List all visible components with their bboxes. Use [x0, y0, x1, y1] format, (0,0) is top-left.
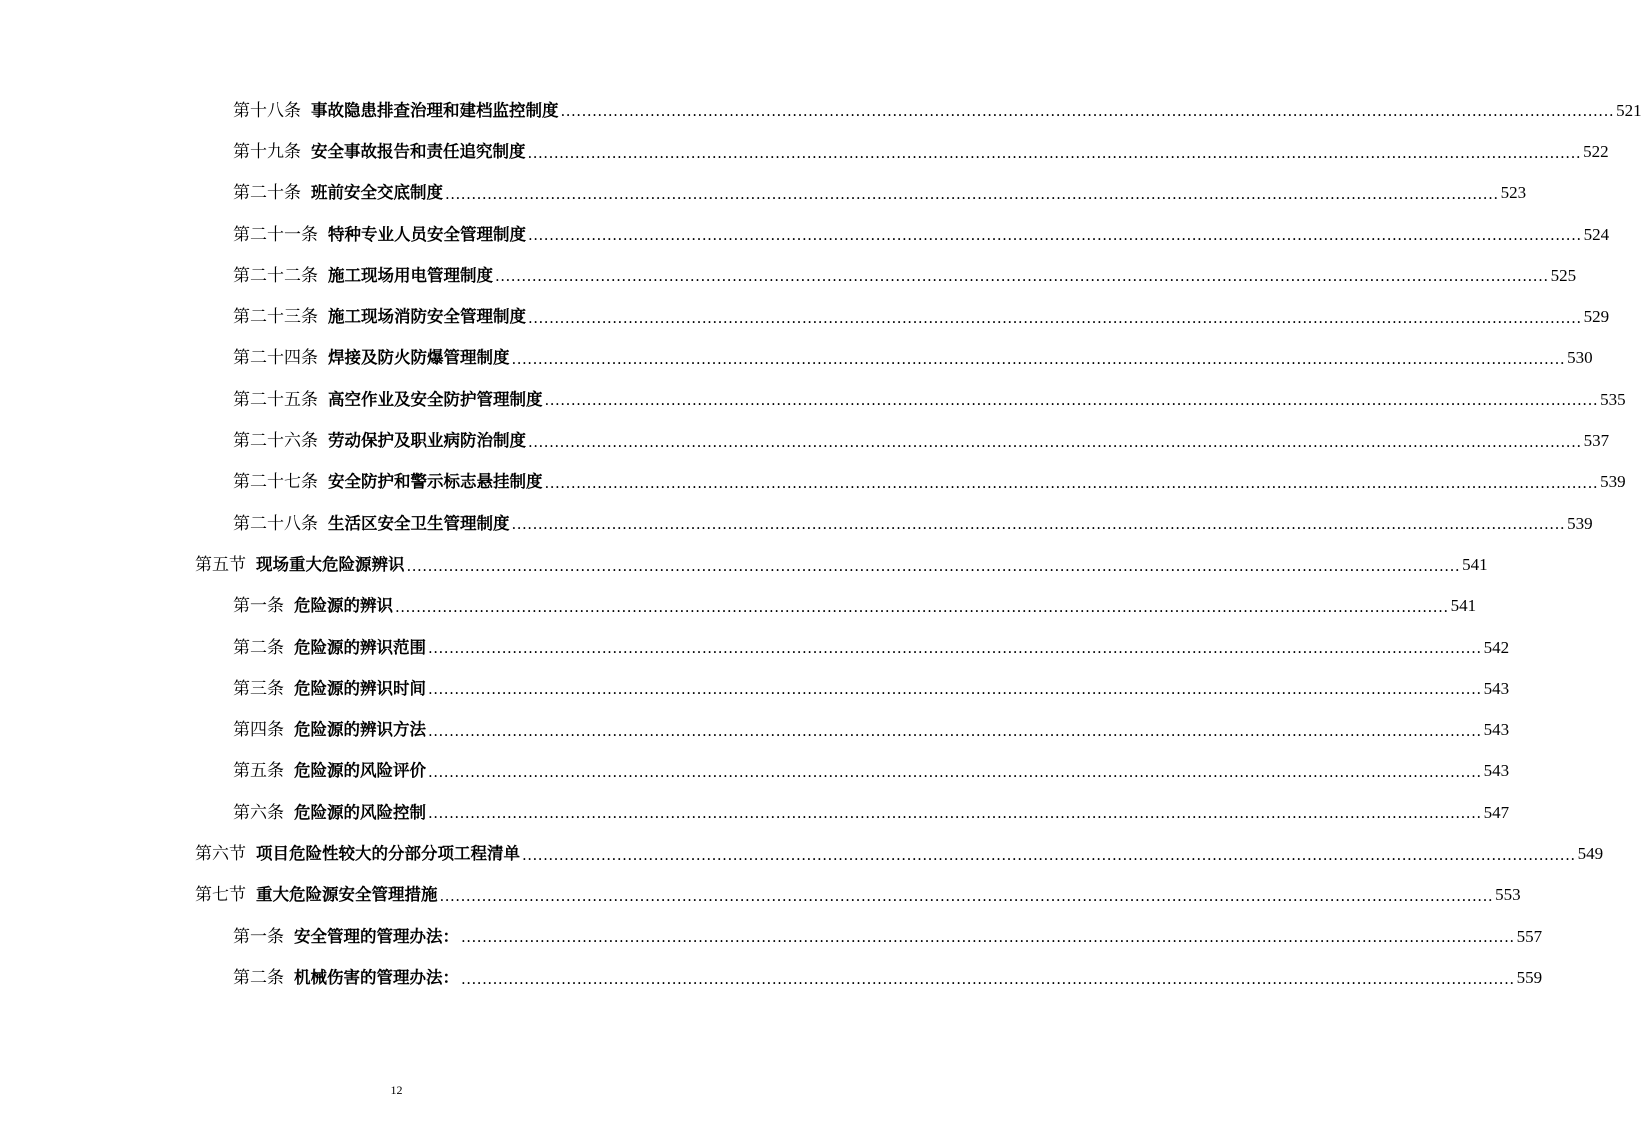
toc-entry-title: 项目危险性较大的分部分项工程清单 — [256, 843, 520, 863]
toc-entry-title: 危险源的辨识方法 — [294, 720, 426, 740]
toc-entry[interactable] — [0, 751, 1510, 792]
toc-dot-leader: ........................................................................................................................................................................................................ — [428, 763, 1482, 782]
toc-entry-title: 生活区安全卫生管理制度 — [328, 513, 510, 533]
toc-entry-number: 第二十六条 — [233, 431, 318, 452]
toc-entry-page: 543 — [1483, 761, 1510, 781]
toc-entry-page: 530 — [1567, 348, 1593, 368]
toc-entry[interactable] — [0, 709, 1510, 750]
toc-dot-leader: ........................................................................................................................................................................................................ — [495, 267, 1549, 286]
toc-entry-number: 第四条 — [233, 720, 284, 741]
toc-entry-title: 事故隐患排查治理和建档监控制度 — [311, 100, 559, 120]
toc-entry[interactable] — [0, 668, 1510, 709]
toc-entry-title: 安全管理的管理办法： — [294, 926, 459, 946]
toc-entry-number: 第二十三条 — [233, 307, 318, 328]
toc-entry[interactable] — [0, 957, 1543, 998]
toc-entry-number: 第五节 — [195, 554, 246, 575]
toc-entry[interactable] — [0, 544, 1488, 585]
toc-dot-leader: ........................................................................................................................................................................................................ — [560, 102, 1615, 121]
toc-dot-leader: ........................................................................................................................................................................................................ — [511, 350, 1566, 369]
toc-entry-number: 第六节 — [195, 843, 246, 864]
toc-dot-leader: ........................................................................................................................................................................................................ — [461, 928, 1515, 947]
toc-entry-page: 557 — [1516, 926, 1543, 946]
toc-entry[interactable] — [0, 420, 1610, 461]
toc-entry[interactable] — [0, 503, 1593, 544]
toc-entry-page: 541 — [1462, 554, 1488, 574]
toc-entry-title: 机械伤害的管理办法： — [294, 967, 459, 987]
toc-entry-number: 第二十七条 — [233, 472, 318, 493]
toc-dot-leader: ........................................................................................................................................................................................................ — [428, 680, 1482, 699]
toc-dot-leader: ........................................................................................................................................................................................................ — [395, 597, 1449, 616]
toc-dot-leader: ........................................................................................................................................................................................................ — [439, 886, 1494, 905]
toc-entry[interactable] — [0, 875, 1521, 916]
toc-entry-page: 525 — [1550, 265, 1577, 285]
toc-dot-leader: ........................................................................................................................................................................................................ — [461, 969, 1515, 988]
toc-dot-leader: ........................................................................................................................................................................................................ — [428, 639, 1482, 658]
toc-dot-leader: ........................................................................................................................................................................................................ — [544, 391, 1599, 410]
toc-entry-page: 524 — [1583, 224, 1610, 244]
toc-entry-number: 第一条 — [233, 596, 284, 617]
toc-entry-page: 522 — [1583, 141, 1609, 161]
toc-entry-title: 危险源的辨识 — [294, 596, 393, 616]
toc-entry[interactable] — [0, 255, 1577, 296]
toc-entry-page: 537 — [1583, 431, 1610, 451]
toc-entry[interactable] — [0, 792, 1510, 833]
toc-dot-leader: ........................................................................................................................................................................................................ — [445, 184, 1499, 203]
toc-entry-number: 第二条 — [233, 637, 284, 658]
toc-entry[interactable] — [0, 296, 1610, 337]
toc-entry-title: 现场重大危险源辨识 — [256, 554, 405, 574]
toc-entry-page: 521 — [1616, 100, 1642, 120]
toc-dot-leader: ........................................................................................................................................................................................................ — [544, 473, 1599, 492]
toc-entry-page: 535 — [1600, 389, 1626, 409]
toc-entry-number: 第十九条 — [233, 141, 301, 162]
toc-entry[interactable] — [0, 173, 1527, 214]
toc-entry-page: 529 — [1583, 307, 1610, 327]
toc-entry-title: 危险源的辨识时间 — [294, 678, 426, 698]
toc-entry-page: 549 — [1577, 843, 1604, 863]
toc-dot-leader: ........................................................................................................................................................................................................ — [406, 556, 1461, 575]
toc-entry[interactable] — [0, 379, 1626, 420]
toc-entry-title: 危险源的风险控制 — [294, 802, 426, 822]
toc-entry-number: 第五条 — [233, 761, 284, 782]
toc-entry-page: 542 — [1483, 637, 1510, 657]
toc-entry-title: 重大危险源安全管理措施 — [256, 885, 438, 905]
toc-entry-page: 523 — [1500, 183, 1527, 203]
toc-dot-leader: ........................................................................................................................................................................................................ — [428, 804, 1482, 823]
toc-entry[interactable] — [0, 90, 1642, 131]
toc-dot-leader: ........................................................................................................................................................................................................ — [528, 308, 1582, 327]
toc-entry-title: 安全防护和警示标志悬挂制度 — [328, 472, 543, 492]
toc-entry-number: 第三条 — [233, 678, 284, 699]
toc-dot-leader: ........................................................................................................................................................................................................ — [428, 721, 1482, 740]
toc-entry[interactable] — [0, 586, 1477, 627]
toc-entry-title: 劳动保护及职业病防治制度 — [328, 431, 526, 451]
toc-entry[interactable] — [0, 462, 1626, 503]
toc-dot-leader: ........................................................................................................................................................................................................ — [511, 515, 1566, 534]
toc-entry[interactable] — [0, 916, 1543, 957]
page-number: 12 — [390, 1083, 403, 1097]
toc-entry[interactable] — [0, 131, 1609, 172]
toc-entry[interactable] — [0, 338, 1593, 379]
toc-entry-number: 第七节 — [195, 885, 246, 906]
toc-entry-title: 安全事故报告和责任追究制度 — [311, 141, 526, 161]
table-of-contents — [0, 90, 1642, 999]
toc-entry-number: 第二条 — [233, 967, 284, 988]
toc-entry[interactable] — [0, 214, 1610, 255]
toc-entry-page: 547 — [1483, 802, 1510, 822]
toc-entry-page: 543 — [1483, 720, 1510, 740]
toc-entry-title: 班前安全交底制度 — [311, 183, 443, 203]
toc-entry-title: 危险源的风险评价 — [294, 761, 426, 781]
toc-entry-title: 焊接及防火防爆管理制度 — [328, 348, 510, 368]
toc-dot-leader: ........................................................................................................................................................................................................ — [528, 226, 1582, 245]
toc-entry-number: 第二十八条 — [233, 513, 318, 534]
toc-entry[interactable] — [0, 627, 1510, 668]
toc-dot-leader: ........................................................................................................................................................................................................ — [528, 432, 1582, 451]
toc-entry-page: 539 — [1567, 513, 1593, 533]
toc-entry-number: 第十八条 — [233, 100, 301, 121]
toc-entry-page: 543 — [1483, 678, 1510, 698]
toc-entry-number: 第二十二条 — [233, 265, 318, 286]
toc-entry-title: 危险源的辨识范围 — [294, 637, 426, 657]
toc-entry-number: 第六条 — [233, 802, 284, 823]
toc-entry-title: 特种专业人员安全管理制度 — [328, 224, 526, 244]
toc-entry[interactable] — [0, 833, 1604, 874]
toc-entry-title: 施工现场消防安全管理制度 — [328, 307, 526, 327]
toc-dot-leader: ........................................................................................................................................................................................................ — [522, 845, 1576, 864]
toc-entry-number: 第二十条 — [233, 183, 301, 204]
toc-entry-number: 第二十一条 — [233, 224, 318, 245]
toc-entry-number: 第二十四条 — [233, 348, 318, 369]
toc-entry-title: 高空作业及安全防护管理制度 — [328, 389, 543, 409]
toc-entry-page: 539 — [1600, 472, 1626, 492]
toc-entry-page: 541 — [1450, 596, 1477, 616]
toc-dot-leader: ........................................................................................................................................................................................................ — [527, 143, 1582, 162]
toc-entry-page: 559 — [1516, 967, 1543, 987]
toc-entry-number: 第二十五条 — [233, 389, 318, 410]
toc-entry-number: 第一条 — [233, 926, 284, 947]
toc-entry-title: 施工现场用电管理制度 — [328, 265, 493, 285]
toc-entry-page: 553 — [1495, 885, 1521, 905]
